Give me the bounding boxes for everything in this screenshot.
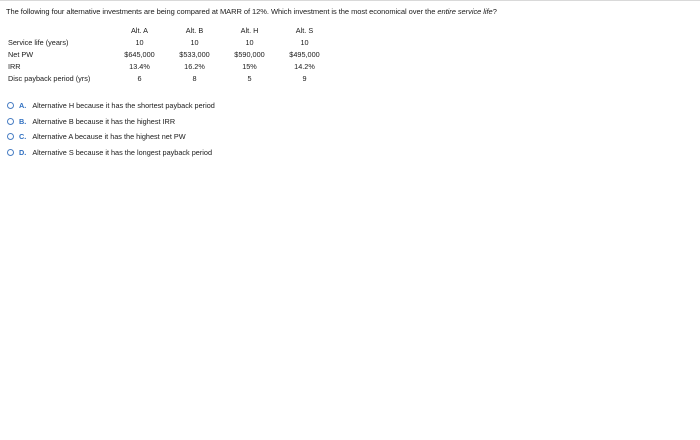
answer-option-a[interactable] bbox=[7, 98, 215, 114]
answer-option-b[interactable] bbox=[7, 114, 215, 130]
table-row-net-pw bbox=[8, 49, 332, 61]
table-row-irr bbox=[8, 61, 332, 73]
row-label: Disc payback period (yrs) bbox=[8, 74, 91, 83]
question-text-end: ? bbox=[492, 7, 497, 16]
table-cell: 10 bbox=[300, 38, 309, 47]
radio-button-b[interactable] bbox=[7, 118, 14, 125]
table-cell: 8 bbox=[192, 74, 197, 83]
radio-button-c[interactable] bbox=[7, 133, 14, 140]
column-header-alt-h: Alt. H bbox=[240, 26, 259, 35]
table-cell: $495,000 bbox=[289, 50, 320, 59]
option-letter: A. bbox=[19, 101, 27, 111]
row-label: Net PW bbox=[8, 50, 34, 59]
question-text bbox=[6, 7, 497, 16]
table-row-service-life bbox=[8, 37, 332, 49]
table-cell: 5 bbox=[247, 74, 252, 83]
table-cell: $645,000 bbox=[124, 50, 155, 59]
option-text: Alternative B because it has the highest IRR bbox=[32, 116, 176, 126]
table-cell: $533,000 bbox=[179, 50, 210, 59]
option-letter: C. bbox=[19, 132, 27, 142]
answer-options bbox=[7, 98, 215, 160]
table-cell: 15% bbox=[242, 62, 257, 71]
table-cell: $590,000 bbox=[234, 50, 265, 59]
table-cell: 10 bbox=[135, 38, 144, 47]
table-cell: 10 bbox=[245, 38, 254, 47]
radio-button-d[interactable] bbox=[7, 149, 14, 156]
table-cell: 16.2% bbox=[184, 62, 205, 71]
top-divider bbox=[0, 0, 700, 1]
column-header-alt-s: Alt. S bbox=[295, 26, 314, 35]
radio-button-a[interactable] bbox=[7, 102, 14, 109]
option-text: Alternative H because it has the shortest payback period bbox=[32, 101, 215, 111]
alternatives-table bbox=[8, 25, 332, 85]
table-cell: 14.2% bbox=[294, 62, 315, 71]
column-header-alt-b: Alt. B bbox=[185, 26, 204, 35]
option-text: Alternative S because it has the longest payback period bbox=[32, 147, 213, 157]
option-letter: D. bbox=[19, 147, 27, 157]
table-row-disc-payback bbox=[8, 73, 332, 85]
answer-option-c[interactable] bbox=[7, 129, 215, 145]
table-cell: 9 bbox=[302, 74, 307, 83]
row-label: IRR bbox=[8, 62, 21, 71]
table-cell: 6 bbox=[137, 74, 142, 83]
question-text-emphasis: entire service life bbox=[437, 7, 493, 16]
question-text-main: The following four alternative investments are being compared at MARR of 12%. Which investment is the most economical over the bbox=[6, 7, 438, 16]
column-header-alt-a: Alt. A bbox=[130, 26, 149, 35]
row-label: Service life (years) bbox=[8, 38, 69, 47]
table-corner bbox=[8, 25, 112, 37]
table-cell: 10 bbox=[190, 38, 199, 47]
table-header-row bbox=[8, 25, 332, 37]
answer-option-d[interactable] bbox=[7, 145, 215, 161]
option-letter: B. bbox=[19, 116, 27, 126]
option-text: Alternative A because it has the highest net PW bbox=[32, 132, 186, 142]
table-cell: 13.4% bbox=[129, 62, 150, 71]
